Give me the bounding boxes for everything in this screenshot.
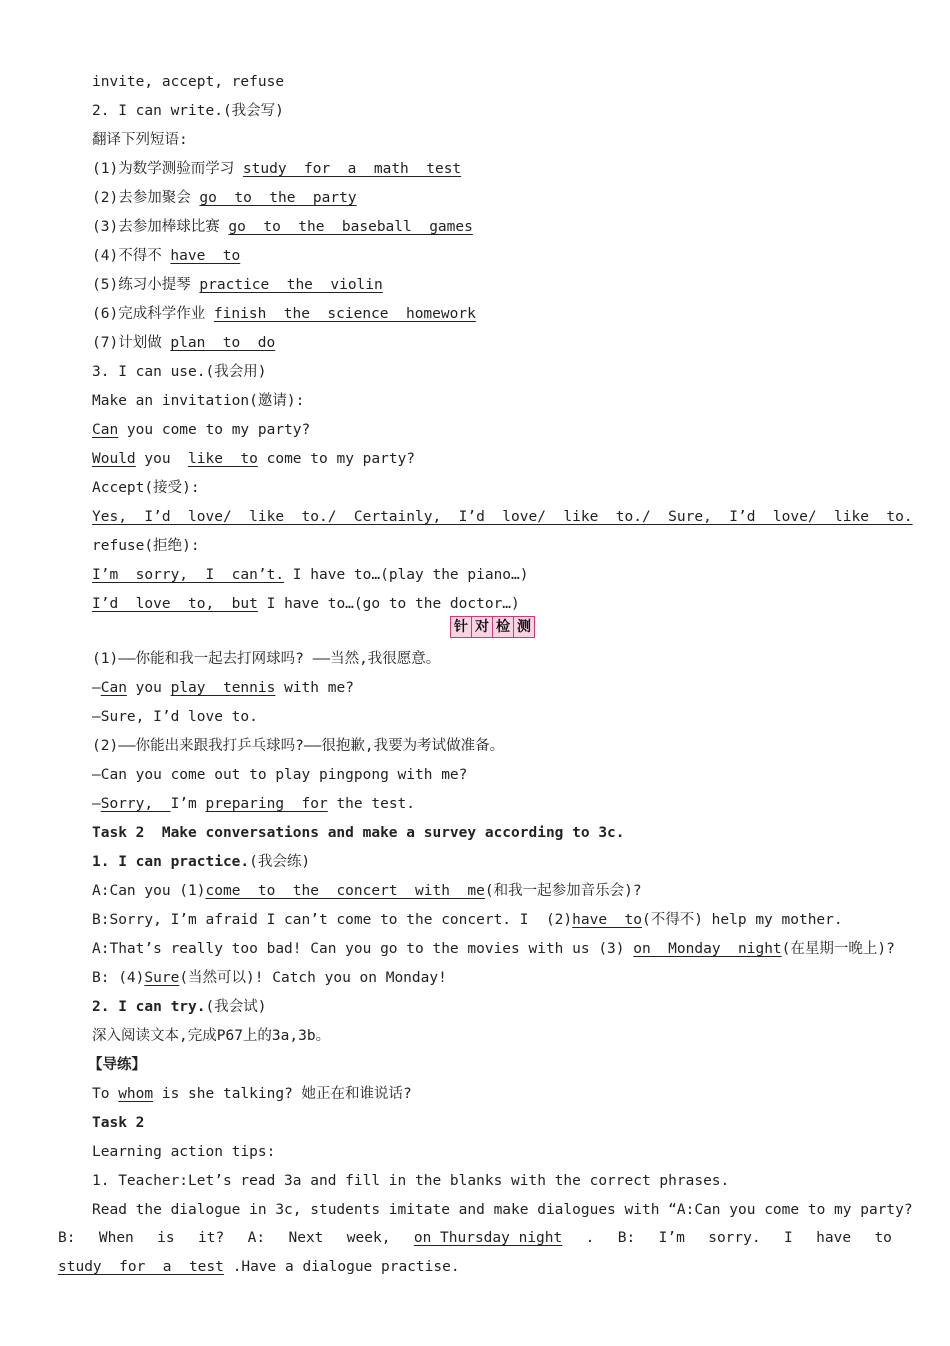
- prompt: (5)练习小提琴: [92, 277, 200, 293]
- text-line: Learning action tips:: [92, 1144, 276, 1160]
- word: B:: [617, 1230, 636, 1246]
- section-heading: 2. I can write.(我会写): [92, 103, 284, 119]
- prompt: (3)去参加棒球比赛: [92, 219, 229, 235]
- text-line: [92, 565, 529, 585]
- text-line: Read the dialogue in 3c, students imitate and make dialogues with “A:Can you come to my party?: [92, 1202, 913, 1218]
- text: (我会练): [249, 854, 311, 870]
- task-heading: Task 2 Make conversations and make a survey according to 3c.: [92, 825, 625, 841]
- badge-char: 检: [493, 617, 514, 637]
- prompt: (4)不得不: [92, 248, 171, 264]
- prompt: (1)为数学测验而学习: [92, 161, 243, 177]
- text: (和我一起参加音乐会)?: [484, 883, 642, 899]
- phrase-item: [92, 246, 240, 266]
- text: is she talking? 她正在和谁说话?: [153, 1086, 412, 1102]
- word: A:: [247, 1230, 266, 1246]
- prompt: (7)计划做: [92, 335, 171, 351]
- section-heading: [92, 852, 310, 872]
- dialogue-line: [92, 881, 642, 901]
- phrase-item: [92, 217, 473, 237]
- text-line: invite, accept, refuse: [92, 74, 285, 90]
- answer: study for a test: [58, 1259, 224, 1275]
- phrase-item: [92, 304, 476, 324]
- text-line: Accept(接受):: [92, 480, 200, 496]
- text-line: [92, 1084, 412, 1104]
- answer: practice the violin: [199, 277, 383, 293]
- text-line: (2)——你能出来跟我打乒乓球吗?——很抱歉,我要为考试做准备。: [92, 738, 505, 754]
- word: to: [874, 1230, 892, 1246]
- word: Next: [288, 1230, 324, 1246]
- answer: Sorry,: [100, 796, 171, 812]
- word: When: [98, 1230, 134, 1246]
- answer: study for a math test: [242, 161, 462, 177]
- text-line: —Sure, I’d love to.: [92, 709, 258, 725]
- answer: finish the science homework: [213, 306, 476, 322]
- text: To: [92, 1086, 119, 1102]
- text-line: [92, 794, 415, 814]
- word: is: [157, 1230, 175, 1246]
- badge-char: 测: [517, 619, 531, 635]
- text: A:That’s really too bad! Can you go to the movies with us (3): [92, 941, 634, 957]
- answer: on Thursday night: [413, 1230, 563, 1246]
- text: the test.: [327, 796, 416, 812]
- word: I’m: [658, 1230, 685, 1246]
- answer: Would: [92, 451, 136, 467]
- text: I’m: [170, 796, 206, 812]
- section-heading: 【导练】: [88, 1057, 146, 1073]
- text: (在星期一晚上)?: [781, 941, 895, 957]
- answer: have to: [572, 912, 642, 928]
- answer: Sure: [144, 970, 180, 986]
- section-heading: 3. I can use.(我会用): [92, 364, 267, 380]
- answer: on Monday night: [633, 941, 782, 957]
- text: (当然可以)! Catch you on Monday!: [179, 970, 447, 986]
- text-line: 1. Teacher:Let’s read 3a and fill in the blanks with the correct phrases.: [92, 1173, 730, 1189]
- dialogue-line: [92, 939, 895, 959]
- word: I: [784, 1230, 793, 1246]
- text-line: 深入阅读文本,完成P67上的3a,3b。: [92, 1028, 331, 1044]
- prompt: (6)完成科学作业: [92, 306, 214, 322]
- answer: whom: [118, 1086, 154, 1102]
- text-line: refuse(拒绝):: [92, 538, 200, 554]
- text: (不得不) help my mother.: [641, 912, 843, 928]
- answer: Can: [92, 422, 119, 438]
- answer: come to the concert with me: [205, 883, 485, 899]
- text-line: [58, 1228, 892, 1248]
- phrase-item: [92, 188, 357, 208]
- badge-char: 针: [451, 617, 472, 637]
- answer: like to: [188, 451, 258, 467]
- text: .Have a dialogue practise.: [223, 1259, 460, 1275]
- text-line: (1)——你能和我一起去打网球吗? ——当然,我很愿意。: [92, 651, 441, 667]
- instruction: 翻译下列短语:: [92, 132, 188, 148]
- text: I have to…(go to the doctor…): [257, 596, 520, 612]
- word: .: [585, 1230, 595, 1246]
- task-heading: Task 2: [92, 1115, 145, 1131]
- text-line: [92, 678, 354, 698]
- text: with me?: [275, 680, 354, 696]
- section-badge: [450, 616, 535, 638]
- text-line: Make an invitation(邀请):: [92, 393, 305, 409]
- word: it?: [198, 1230, 225, 1246]
- text-line: [58, 1257, 460, 1277]
- text: 2. I can try.: [92, 999, 206, 1015]
- text: come to my party?: [257, 451, 416, 467]
- text-line: —Can you come out to play pingpong with me?: [92, 767, 468, 783]
- answer: have to: [170, 248, 241, 264]
- text: you: [135, 451, 189, 467]
- text-line: [92, 594, 520, 614]
- text: B:Sorry, I’m afraid I can’t come to the concert. I (2): [92, 912, 573, 928]
- answer: I’d love to, but: [92, 596, 258, 612]
- word: week,: [346, 1230, 391, 1246]
- answer: preparing for: [205, 796, 328, 812]
- text: A:Can you (1): [92, 883, 206, 899]
- answer: I’m sorry, I can’t.: [92, 567, 285, 583]
- text: —: [92, 680, 101, 696]
- text: I have to…(play the piano…): [284, 567, 529, 583]
- phrase-item: [92, 159, 461, 179]
- word: have: [816, 1230, 852, 1246]
- dialogue-line: [92, 910, 843, 930]
- text: you come to my party?: [118, 422, 311, 438]
- answer: plan to do: [170, 335, 276, 351]
- word: B:: [58, 1230, 76, 1246]
- answer: Yes, I’d love/ like to./ Certainly, I’d love/ like to./ Sure, I’d love/ like to.: [92, 509, 913, 525]
- phrase-item: [92, 275, 383, 295]
- section-heading: [92, 997, 266, 1017]
- prompt: (2)去参加聚会: [92, 190, 200, 206]
- answer: go to the baseball games: [228, 219, 473, 235]
- badge-char: 对: [472, 617, 493, 637]
- answer: go to the party: [199, 190, 357, 206]
- text-line: [92, 449, 415, 469]
- phrase-item: [92, 333, 275, 353]
- text: 1. I can practice.: [92, 854, 250, 870]
- text: B: (4): [92, 970, 145, 986]
- answer: play tennis: [170, 680, 276, 696]
- text: —: [92, 796, 101, 812]
- dialogue-line: [92, 968, 447, 988]
- text-line: [92, 507, 913, 527]
- answer: Can: [100, 680, 127, 696]
- text: you: [126, 680, 171, 696]
- text-line: [92, 420, 310, 440]
- text: (我会试): [205, 999, 267, 1015]
- word: sorry.: [708, 1230, 761, 1246]
